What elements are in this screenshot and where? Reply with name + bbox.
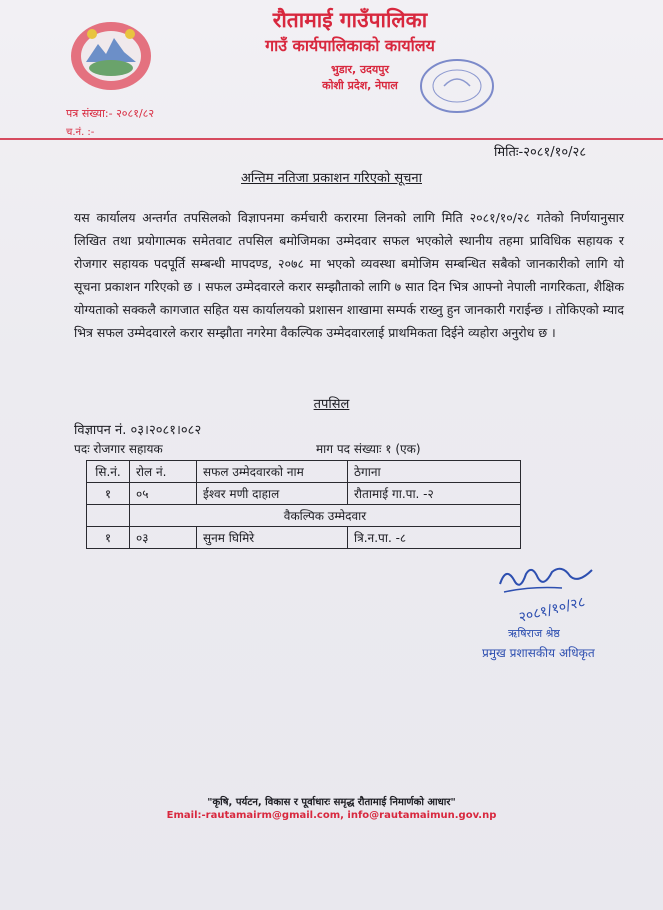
- signature-date: २०८१/१०/२८: [517, 594, 587, 626]
- notice-subject: अन्तिम नतिजा प्रकाशन गरिएको सूचना: [241, 171, 422, 186]
- table-row: [87, 527, 521, 549]
- municipality-name: रौतामाई गाउँपालिका: [272, 8, 428, 32]
- cell-address: त्रि.न.पा. -८: [348, 527, 521, 549]
- notice-date: मितिः-२०८१/१०/२८: [494, 145, 587, 160]
- address-line1: भुडार, उदयपुर: [331, 63, 389, 76]
- post-name: पदः रोजगार सहायक: [74, 442, 163, 456]
- cell-name: सुनम घिमिरे: [197, 527, 348, 549]
- signatory-name: ऋषिराज श्रेष्ठ: [508, 627, 560, 640]
- col-name: सफल उम्मेदवारको नाम: [197, 461, 348, 483]
- header-divider: [0, 138, 663, 140]
- footer-motto: "कृषि, पर्यटन, विकास र पूर्वाधारः समृद्ध रौतामाई निमार्णको आधार": [207, 797, 456, 808]
- cell-name: ईश्वर मणी दाहाल: [197, 483, 348, 505]
- details-heading: तपसिल: [313, 397, 350, 412]
- col-serial: सि.नं.: [87, 461, 130, 483]
- table-row: [87, 483, 521, 505]
- signatory-title: प्रमुख प्रशासकीय अधिकृत: [482, 646, 595, 660]
- col-address: ठेगाना: [348, 461, 521, 483]
- dispatch-number: च.नं. :-: [66, 127, 95, 138]
- footer-email: Email:-rautamairm@gmail.com, info@rautamaimun.gov.np: [166, 810, 497, 821]
- office-stamp: [418, 56, 496, 116]
- office-name: गाउँ कार्यपालिकाको कार्यालय: [265, 36, 435, 55]
- cell-empty: [87, 505, 130, 527]
- address-line2: कोशी प्रदेश, नेपाल: [322, 79, 398, 92]
- cell-roll: ०३: [130, 527, 197, 549]
- alternate-candidate-heading: वैकल्पिक उम्मेदवार: [130, 505, 521, 527]
- result-table: [86, 460, 521, 549]
- cell-serial: १: [87, 483, 130, 505]
- advertisement-number: विज्ञापन नं. ०३।२०८१।०८२: [74, 423, 202, 438]
- vacancy-count: माग पद संख्याः १ (एक): [316, 442, 421, 456]
- col-roll: रोल नं.: [130, 461, 197, 483]
- cell-address: रौतामाई गा.पा. -२: [348, 483, 521, 505]
- alternate-heading-row: [87, 505, 521, 527]
- cell-roll: ०५: [130, 483, 197, 505]
- reference-number: पत्र संख्या:- २०८१/८२: [66, 107, 155, 120]
- notice-body: यस कार्यालय अन्तर्गत तपसिलको विज्ञापनमा कर्मचारी करारमा लिनको लागि मिति २०८१/१०/२८ गतेको निर्णयानुसार लिखित तथा प्रयोगात्मक समेतवाट तपसिल बमोजिमका उम्मेदवार सफल भएकोले स्थानीय तहमा प्राविधिक सहायक र रोजगार सहायक पदपूर्ति सम्बन्धी मापदण्ड, २०७८ मा भएको व्यवस्था बमोजिम सम्बन्धित सबैको जानकारीको लागि यो सूचना प्रकाशन गरिएको छ । सफल उम्मेदवारले करार सम्झौताको लागि ७ सात दिन भित्र आफ्नो नेपाली नागरिकता, शैक्षिक योग्यताको सक्कलै कागजात सहित यस कार्यालयको प्रशासन शाखामा सम्पर्क राख्नु हुन जानकारी गराईन्छ । तोकिएको म्याद भित्र सफल उम्मेदवारले करार सम्झौता नगरेमा वैकल्पिक उम्मेदवारलाई प्राथमिकता दिईने व्यहोरा अनुरोध छ ।: [74, 210, 624, 340]
- nepal-emblem-logo: [66, 14, 156, 94]
- table-header-row: [87, 461, 521, 483]
- cell-serial: १: [87, 527, 130, 549]
